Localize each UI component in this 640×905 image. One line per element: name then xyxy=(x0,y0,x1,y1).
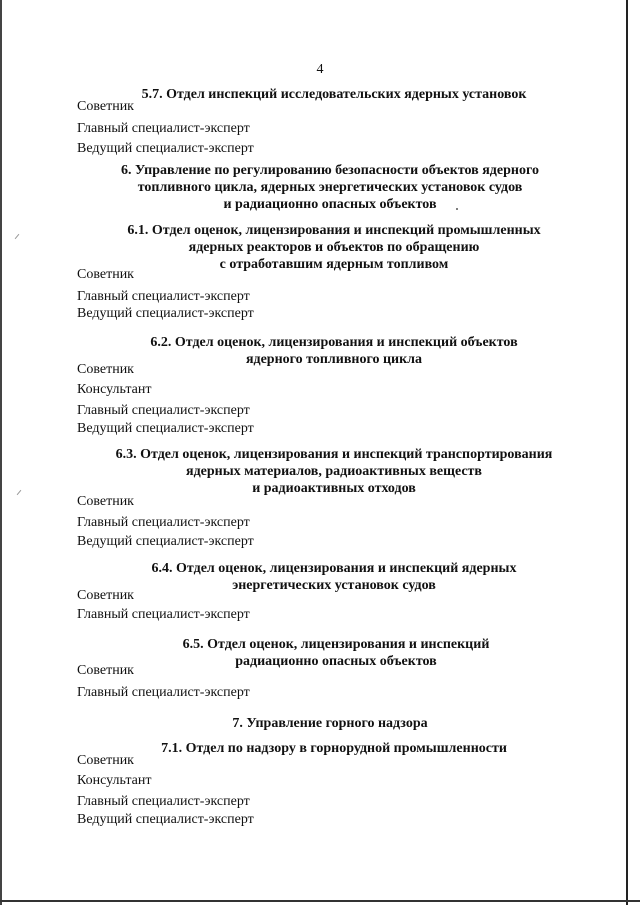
heading-line: и радиоактивных отходов xyxy=(252,481,416,496)
heading-line: 6.4. Отдел оценок, лицензирования и инспекций ядерных xyxy=(151,561,517,576)
position-item: Советник xyxy=(77,588,134,603)
heading-line: ядерных материалов, радиоактивных веществ xyxy=(186,464,482,479)
position-item: Главный специалист-эксперт xyxy=(77,403,250,418)
position-item: Советник xyxy=(77,99,134,114)
position-item: Советник xyxy=(77,494,134,509)
scan-bottom-border xyxy=(0,900,640,902)
heading-line: с отработавшим ядерным топливом xyxy=(219,257,449,272)
position-item: Главный специалист-эксперт xyxy=(77,121,250,136)
position-item: Советник xyxy=(77,362,134,377)
heading-line: топливного цикла, ядерных энергетических установок судов xyxy=(137,180,523,195)
position-item: Главный специалист-эксперт xyxy=(77,515,250,530)
position-item: Главный специалист-эксперт xyxy=(77,685,250,700)
position-item: Ведущий специалист-эксперт xyxy=(77,812,254,827)
heading-line: радиационно опасных объектов xyxy=(235,654,437,669)
position-item: Ведущий специалист-эксперт xyxy=(77,421,254,436)
page-number: 4 xyxy=(316,62,324,77)
heading-line: 6.1. Отдел оценок, лицензирования и инспекций промышленных xyxy=(127,223,541,238)
heading-line: ядерного топливного цикла xyxy=(245,352,423,367)
position-item: Консультант xyxy=(77,382,152,397)
section-heading-6 xyxy=(10,162,640,213)
heading-line: 5.7. Отдел инспекций исследовательских ядерных установок xyxy=(141,87,527,102)
heading-line: 7.1. Отдел по надзору в горнорудной промышленности xyxy=(161,741,507,756)
position-item: Советник xyxy=(77,663,134,678)
scan-left-border xyxy=(0,0,2,905)
section-heading-6-3 xyxy=(14,446,640,497)
heading-line: и радиационно опасных объектов xyxy=(223,197,437,212)
position-item: Ведущий специалист-эксперт xyxy=(77,141,254,156)
heading-line: 6.2. Отдел оценок, лицензирования и инспекций объектов xyxy=(150,335,518,350)
position-item: Ведущий специалист-эксперт xyxy=(77,306,254,321)
heading-line: ядерных реакторов и объектов по обращению xyxy=(188,240,480,255)
heading-line: энергетических установок судов xyxy=(232,578,436,593)
section-heading-7 xyxy=(10,715,640,732)
position-item: Консультант xyxy=(77,773,152,788)
position-item: Ведущий специалист-эксперт xyxy=(77,534,254,549)
position-item: Главный специалист-эксперт xyxy=(77,607,250,622)
position-item: Советник xyxy=(77,753,134,768)
heading-line: 6.3. Отдел оценок, лицензирования и инспекций транспортирования xyxy=(115,447,553,462)
position-item: Советник xyxy=(77,267,134,282)
heading-line: 6.5. Отдел оценок, лицензирования и инспекций xyxy=(182,637,490,652)
heading-line: 7. Управление горного надзора xyxy=(232,716,428,731)
heading-line: 6. Управление по регулированию безопасности объектов ядерного xyxy=(121,163,539,178)
position-item: Главный специалист-эксперт xyxy=(77,794,250,809)
position-item: Главный специалист-эксперт xyxy=(77,289,250,304)
